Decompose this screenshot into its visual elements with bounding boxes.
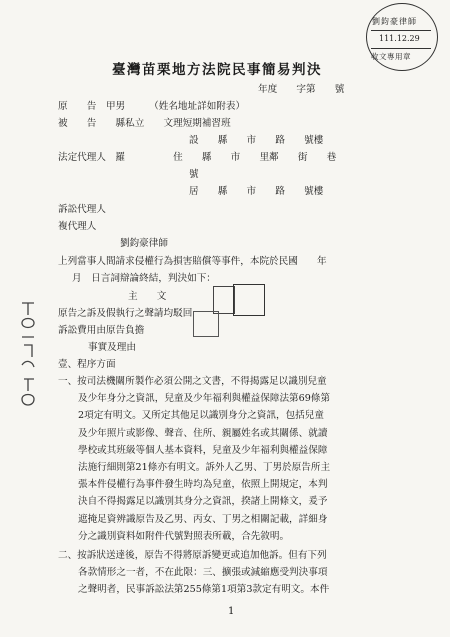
plaintiff-line: 原 告 甲男 （姓名地址詳如附表）	[58, 101, 246, 112]
paragraph-line: 及少年身分之資訊，兒童及少年福利與權益保障法第69條第	[78, 393, 331, 405]
main-text-heading: 主 文	[128, 291, 167, 302]
lawyer-name: 劉鈞豪律師	[120, 238, 168, 249]
page-number: 1	[228, 606, 235, 617]
stamp-label: 收文專用章	[371, 52, 411, 61]
court-seal-judge	[193, 311, 219, 337]
stamp-date: 111.12.29	[379, 34, 420, 43]
receipt-stamp	[366, 3, 438, 71]
paragraph-line: 遮掩足資辨識原告及乙男、丙女、丁男之相關記載，詳細身	[78, 513, 328, 525]
paragraph-line: 各款情形之一者，不在此限：三、擴張或減縮應受判決事項	[78, 567, 328, 579]
paragraph-line: 二、按訴狀送達後，原告不得將原訴變更或追加他訴。但有下列	[58, 550, 327, 561]
legal-representative-address-2: 號	[189, 169, 199, 180]
sub-agent-label: 複代理人	[58, 221, 97, 232]
paragraph-line: 分之識別資料如附件代號對照表所載，合先敘明。	[78, 530, 290, 542]
intro-line-1: 上列當事人間請求侵權行為損害賠償等事件，本院於民國 年	[58, 256, 327, 267]
defendant-line: 被 告 縣私立 文理短期補習班	[58, 118, 231, 129]
paragraph-line: 學校或其班級等個人基本資料，兒童及少年福利與權益保障	[78, 444, 328, 456]
stamp-lawyer-name: 劉鈞豪律師	[372, 17, 417, 26]
main-text-line-2: 訴訟費用由原告負擔	[58, 325, 145, 336]
intro-line-2: 月 日言詞辯論終結，判決如下：	[72, 273, 216, 284]
main-text-line-1: 原告之訴及假執行之聲請均駁回	[58, 308, 193, 319]
paragraph-line: 2項定有明文。又所定其他足以識別身分之資訊，包括兒童	[78, 410, 324, 422]
court-seal-clerk	[233, 284, 265, 316]
legal-representative-line: 法定代理人 羅 住 縣 市 里鄰 街 巷	[58, 152, 337, 163]
case-number: 年度 字第 號	[258, 84, 345, 95]
paragraph-line: 張本件侵權行為事件發生時均為兒童，依照上開規定，本判	[78, 479, 328, 491]
document-title: 臺灣苗栗地方法院民事簡易判決	[112, 62, 322, 78]
legal-representative-address-3: 居 縣 市 路 號樓	[189, 186, 324, 197]
defendant-address: 設 縣 市 路 號樓	[189, 135, 324, 146]
court-seal-small	[213, 286, 235, 314]
paragraph-line: 及少年照片或影像、聲音、住所、親屬姓名或其關係、就讀	[78, 427, 328, 439]
paragraph-line: 法施行細則第21條亦有明文。訴外人乙男、丁男於原告所主	[78, 462, 331, 473]
facts-and-reasons-heading: 事實及理由	[88, 342, 136, 353]
paragraph-line: 一、按司法機關所製作必須公開之文書，不得揭露足以識別兒童	[58, 376, 327, 387]
paragraph-line: 之聲明者，民事訴訟法第255條第1項第3款定有明文。本件	[78, 584, 330, 596]
litigation-agent-label: 訴訟代理人	[58, 204, 106, 215]
paragraph-line: 決自不得揭露足以識別其身分之資訊，揆諸上開條文，爰予	[78, 496, 328, 508]
margin-handwriting	[18, 295, 38, 415]
section-one-heading: 壹、程序方面	[58, 359, 116, 370]
